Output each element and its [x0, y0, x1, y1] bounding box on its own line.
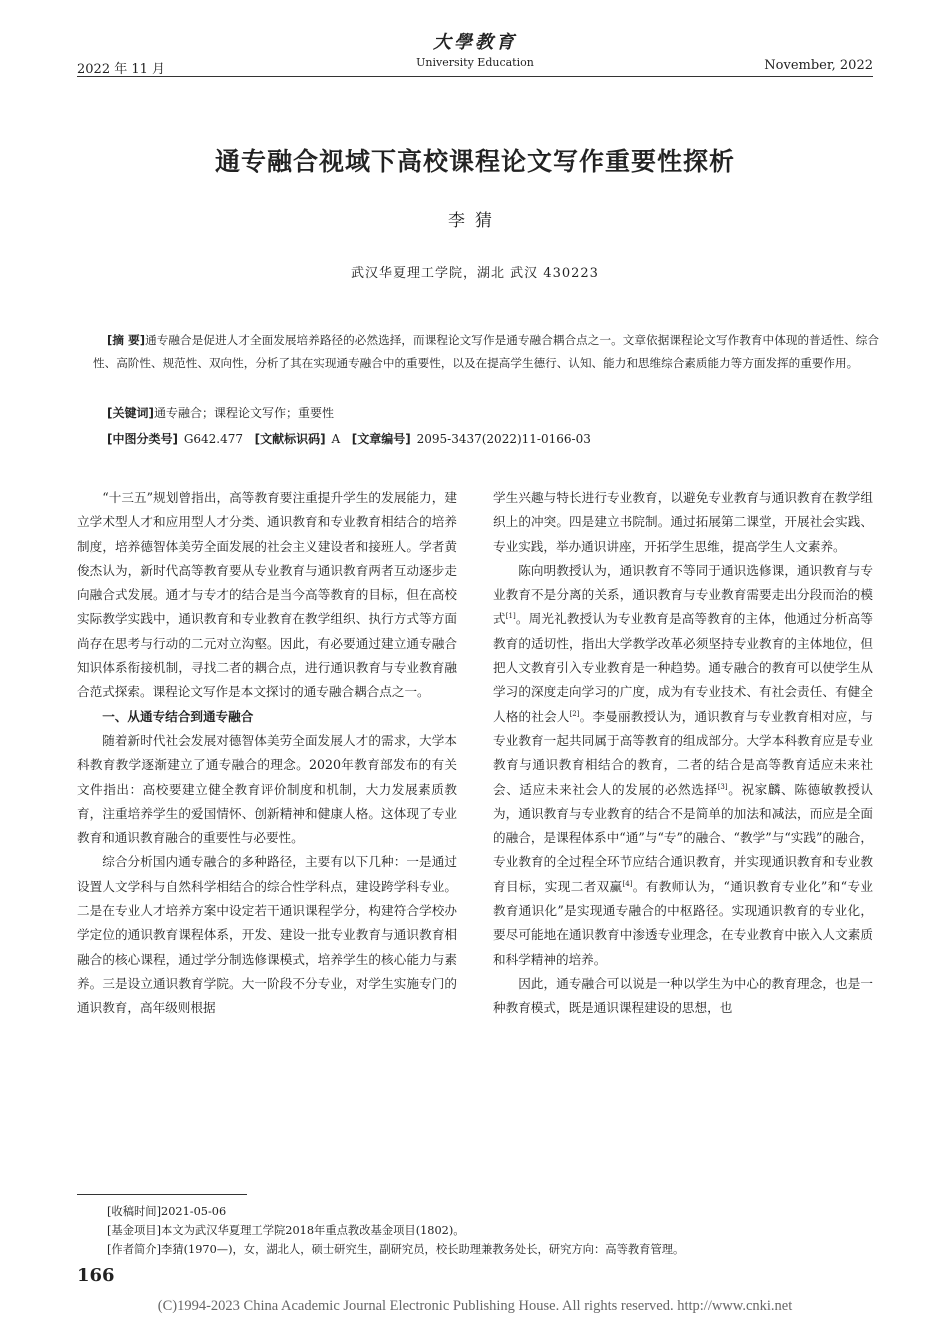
- fund-value: 本文为武汉华夏理工学院2018年重点教改基金项目(1802)。: [161, 1224, 465, 1237]
- paragraph: “十三五”规划曾指出，高等教育要注重提升学生的发展能力，建立学术型人才和应用型人才分类、通识教育和专业教育相结合的培养制度，培养德智体美劳全面发展的社会主义建设者和接班人。学者黄俊杰认为，新时代高等教育要从专业教育与通识教育两者互动逐步走向融合式发展。通才与专才的结合是当今高等教育的目标，但在高校实际教学实践中，通识教育和专业教育在教学组织、执行方式等方面尚存在思考与行动的二元对立沟壑。因此，有必要通过建立通专融合知识体系衔接机制，寻找二者的耦合点，进行通识教育与专业教育融合范式探索。课程论文写作是本文探讨的通专融合耦合点之一。: [77, 490, 457, 700]
- abstract-text: 通专融合是促进人才全面发展培养路径的必然选择，而课程论文写作是通专融合耦合点之一。文章依据课程论文写作教育中体现的普适性、综合性、高阶性、规范性、双向性，分析了其在实现通专融合中的重要性，以及在提高学生德行、认知、能力和思维综合素质能力等方面发挥的重要作用。: [93, 333, 879, 370]
- paragraph-text: 。李曼丽教授认为，通识教育与专业教育相对应，与专业教育一起共同属于高等教育的组成部分。大学本科教育应是专业教育与通识教育相结合的教育，二者的结合是高等教育适应未来社会、适应未来社会人的发展的必然选择: [493, 708, 874, 797]
- clc-label: [中图分类号]: [107, 432, 178, 446]
- footnote-received: [107, 1203, 226, 1219]
- bio-label: [作者简介]: [107, 1243, 162, 1256]
- paragraph: 随着新时代社会发展对德智体美劳全面发展人才的需求，大学本科教育教学逐渐建立了通专融合的理念。2020年教育部发布的有关文件指出：高校要建立健全教育评价制度和机制，大力发展素质教育，注重培养学生的爱国情怀、创新精神和健康人格。这体现了专业教育和通识教育融合的重要性与必要性。: [77, 732, 457, 846]
- received-value: 2021-05-06: [161, 1205, 227, 1218]
- paragraph-text: 。祝家麟、陈德敏教授认为，通识教育与专业教育的结合不是简单的加法和减法，而应是全面的融合，是课程体系中“通”与“专”的融合、“教学”与“实践”的融合，专业教育的全过程全环节应结合通识教育，并实现通识教育和专业教育目标，实现二者双赢: [493, 781, 874, 894]
- bio-value: 李猜(1970—)，女，湖北人，硕士研究生，副研究员，校长助理兼教务处长，研究方向：高等教育管理。: [161, 1243, 685, 1256]
- journal-logo: 大學教育: [433, 32, 517, 53]
- header-divider: [77, 76, 873, 77]
- doc-code-value: A: [331, 432, 341, 446]
- author-name: 李猜: [448, 211, 502, 231]
- copyright-notice: (C)1994-2023 China Academic Journal Electronic Publishing House. All rights reserved. http://www.cnki.net: [157, 1298, 793, 1314]
- paragraph: 因此，通专融合可以说是一种以学生为中心的教育理念，也是一种教育模式，既是通识课程建设的思想，也: [493, 975, 873, 1016]
- paragraph-text: 。周光礼教授认为专业教育是高等教育的主体，他通过分析高等教育的适切性，指出大学教学改革必须坚持专业教育的主体地位，但把人文教育引入专业教育是一种趋势。通专融合的教育可以使学生从学习的深度走向学习的广度，成为有专业技术、有社会责任、有健全人格的社会人: [493, 611, 874, 724]
- citation-ref[interactable]: [3]: [717, 782, 728, 791]
- citation-ref[interactable]: [1]: [505, 612, 516, 621]
- paragraph: 学生兴趣与特长进行专业教育，以避免专业教育与通识教育在教学组织上的冲突。四是建立书院制。通过拓展第二课堂，开展社会实践、专业实践，举办通识讲座，开拓学生思维，提高学生人文素养。: [493, 490, 873, 554]
- received-label: [收稿时间]: [107, 1205, 162, 1218]
- footnote-divider: [77, 1194, 247, 1195]
- clc-value: G642.477: [183, 432, 244, 446]
- footnote-author-bio: [107, 1241, 684, 1257]
- issue-date-cn: 2022 年 11 月: [77, 62, 166, 77]
- body-left-column: [77, 486, 457, 1021]
- abstract-label: [摘 要]: [107, 333, 146, 347]
- citation-ref[interactable]: [2]: [569, 709, 580, 718]
- keywords: [107, 404, 334, 421]
- keywords-text: 通专融合；课程论文写作；重要性: [153, 406, 334, 420]
- doc-code-label: [文献标识码]: [254, 432, 326, 446]
- journal-name-en: University Education: [416, 56, 534, 69]
- page-number: 166: [77, 1265, 115, 1286]
- paragraph: 综合分析国内通专融合的多种路径，主要有以下几种：一是通过设置人文学科与自然科学相结合的综合性学科点，建设跨学科专业。二是在专业人才培养方案中设定若干通识课程学分，构建符合学校办学定位的通识教育课程体系，开发、建设一批专业教育与通识教育相融合的核心课程，通过学分制选修课模式，培养学生的核心能力与素养。三是设立通识教育学院。大一阶段不分专业，对学生实施专门的通识教育，高年级则根据: [77, 854, 457, 1016]
- article-number-value: 2095-3437(2022)11-0166-03: [416, 432, 591, 446]
- paragraph-text: 。有教师认为，“通识教育专业化”和“专业教育通识化”是实现通专融合的中枢路径。实现通识教育的专业化，要尽可能地在通识教育中渗透专业理念，在专业教育中嵌入人文素质和科学精神的培养。: [493, 878, 873, 967]
- issue-date-en: November, 2022: [764, 58, 873, 73]
- paragraph-text: 陈向明教授认为，通识教育不等同于通识选修课，通识教育与专业教育不是分离的关系，通识教育与专业教育需要走出分段而治的模式: [493, 562, 873, 627]
- author-affiliation: 武汉华夏理工学院，湖北 武汉 430223: [351, 266, 599, 281]
- citation-ref[interactable]: [4]: [622, 879, 633, 888]
- article-number-label: [文章编号]: [351, 432, 411, 446]
- classification-line: [107, 430, 591, 447]
- keywords-label: [关键词]: [107, 406, 154, 420]
- fund-label: [基金项目]: [107, 1224, 162, 1237]
- paragraph: [493, 559, 873, 972]
- footnote-fund: [107, 1222, 465, 1238]
- abstract: [93, 329, 879, 375]
- paper-title: 通专融合视域下高校课程论文写作重要性探析: [214, 147, 735, 176]
- body-right-column: [493, 486, 873, 1021]
- section-heading: 一、从通专结合到通专融合: [102, 708, 254, 724]
